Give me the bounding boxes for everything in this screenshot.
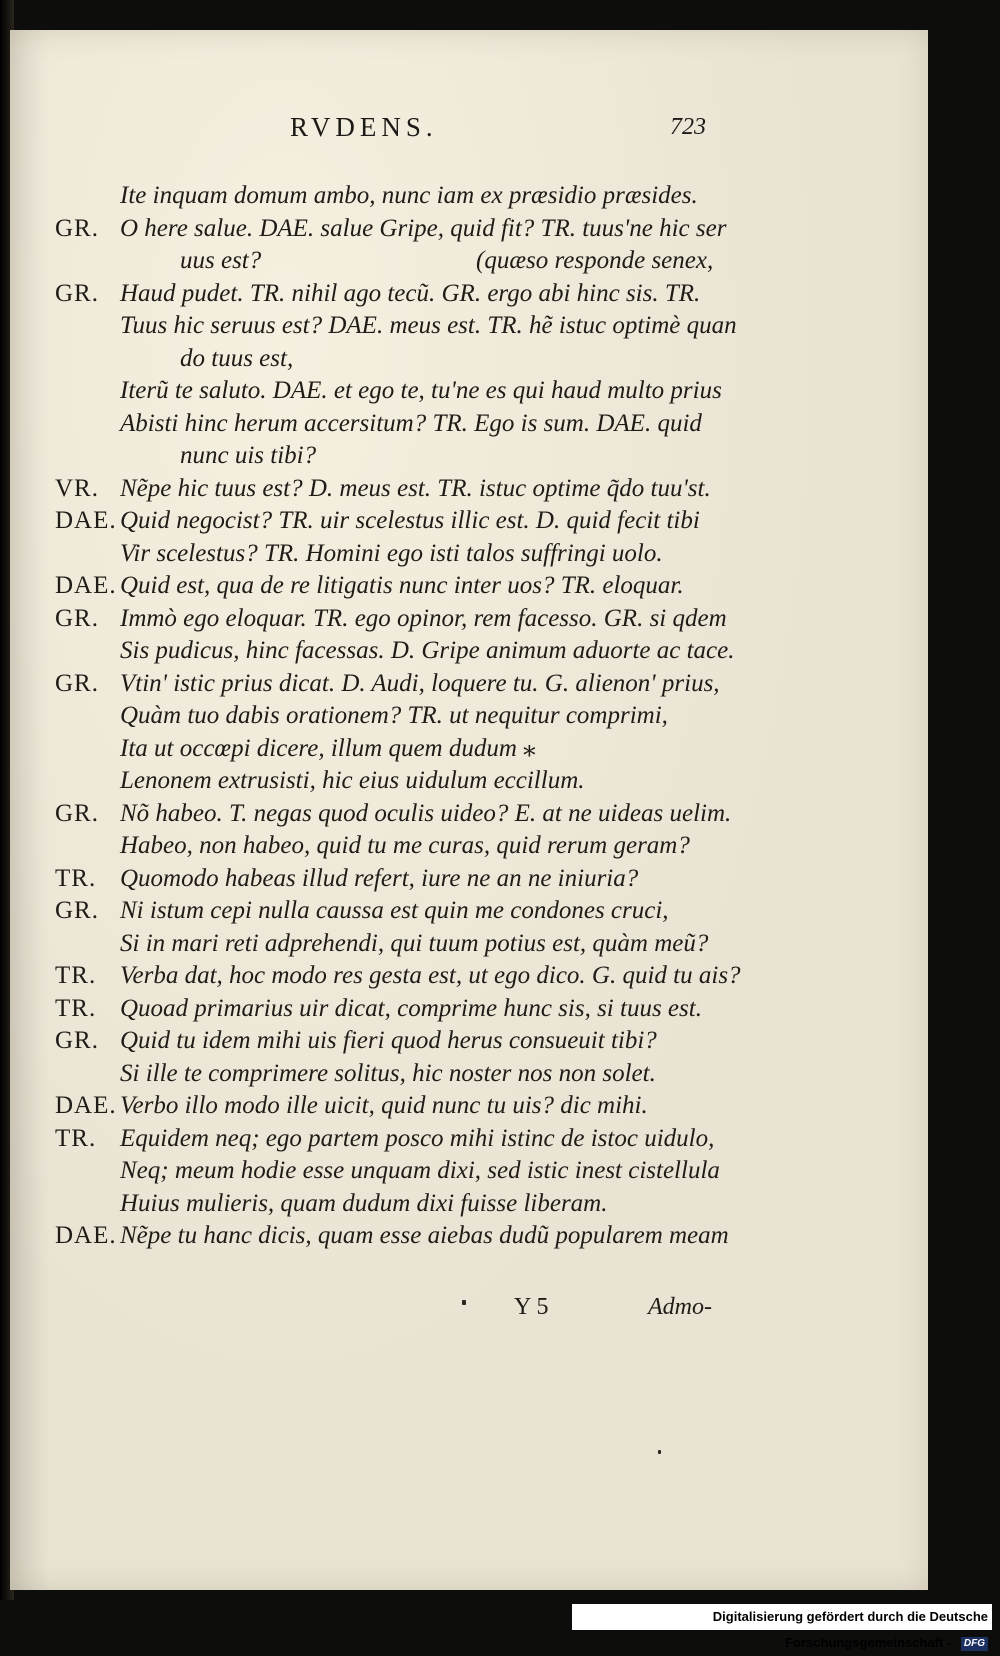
verse-line — [10, 505, 928, 538]
speaker-label: TR. — [55, 962, 97, 989]
verse-line — [10, 1058, 928, 1091]
speaker-label: GR. — [55, 214, 99, 242]
verse-text: Haud pudet. TR. nihil ago tecũ. GR. ergo abi hinc sis. TR. — [120, 279, 701, 307]
speaker-label: GR. — [55, 669, 99, 697]
verse-text: Quid est, qua de re litigatis nunc inter uos? TR. eloquar. — [120, 572, 684, 599]
verse-line — [10, 408, 928, 441]
verse-text: Verbo illo modo ille uicit, quid nunc tu uis? dic mihi. — [120, 1092, 648, 1119]
speaker-label: DAE. — [55, 1222, 117, 1249]
verse-line — [10, 635, 928, 668]
verse-line — [10, 928, 928, 961]
ink-speck — [462, 1300, 466, 1305]
verse-line — [10, 570, 928, 603]
verse-text: Quomodo habeas illud refert, iure ne an ne iniuria? — [120, 864, 639, 892]
verse-line — [10, 375, 928, 408]
verse-text: Vtin' istic prius dicat. D. Audi, loquere tu. G. alienon' prius, — [120, 669, 720, 697]
verse-line — [10, 830, 928, 863]
verse-text: (quæso responde senex, — [476, 247, 714, 274]
verse-line — [10, 993, 928, 1026]
verse-line — [10, 1025, 928, 1058]
verse-text: Si ille te comprimere solitus, hic noster nos non solet. — [120, 1059, 656, 1087]
dfg-logo: DFG — [961, 1637, 988, 1651]
verse-line — [10, 765, 928, 798]
verse-text: Nõ habeo. T. negas quod oculis uideo? E. at ne uideas uelim. — [120, 799, 732, 827]
verse-line — [10, 700, 928, 733]
verse-text: Quàm tuo dabis orationem? TR. ut nequitur comprimi, — [120, 702, 668, 729]
verse-text: Equidem neq; ego partem posco mihi istinc de istoc uidulo, — [120, 1124, 715, 1152]
verse-line — [10, 733, 928, 766]
verse-text: Si in mari reti adprehendi, qui tuum potius est, quàm meũ? — [120, 929, 709, 957]
verse-text: Quoad primarius uir dicat, comprime hunc sis, si tuus est. — [120, 994, 702, 1022]
running-head: RVDENS. — [290, 112, 438, 142]
speaker-label: TR. — [55, 994, 97, 1022]
verse-text: O here salue. DAE. salue Gripe, quid fit? TR. tuus'ne hic ser — [120, 214, 727, 242]
verse-line — [10, 1220, 928, 1253]
text-block — [10, 180, 928, 1253]
verse-line — [10, 1123, 928, 1156]
verse-text: Huius mulieris, quam dudum dixi fuisse liberam. — [120, 1189, 608, 1217]
verse-line — [10, 343, 928, 376]
speaker-label: TR. — [55, 864, 97, 892]
verse-text: Ite inquam domum ambo, nunc iam ex præsidio præsides. — [120, 182, 698, 209]
verse-line — [10, 895, 928, 928]
verse-line — [10, 440, 928, 473]
verse-line — [10, 310, 928, 343]
verse-text: Tuus hic seruus est? DAE. meus est. TR. hẽ istuc optimè quan — [120, 312, 737, 339]
verse-line — [10, 538, 928, 571]
verse-line — [10, 960, 928, 993]
banner-text: Digitalisierung gefördert durch die Deutsche Forschungsgemeinschaft - — [712, 1609, 988, 1650]
speaker-label: GR. — [55, 897, 99, 924]
speaker-label: GR. — [55, 799, 99, 827]
verse-line — [10, 863, 928, 896]
verse-text: Nẽpe tu hanc dicis, quam esse aiebas dudũ popularem meam — [120, 1222, 729, 1249]
verse-line — [10, 668, 928, 701]
speaker-label: DAE. — [55, 1092, 117, 1119]
speaker-label: GR. — [55, 1027, 99, 1054]
speaker-label: GR. — [55, 279, 99, 307]
speaker-label: GR. — [55, 604, 99, 632]
digitization-banner — [572, 1604, 992, 1650]
speaker-label: DAE. — [55, 572, 117, 599]
speaker-label: TR. — [55, 1124, 97, 1152]
catchword: Admo- — [648, 1294, 712, 1320]
page-footer — [10, 1294, 928, 1326]
verse-text: Vir scelestus? TR. Homini ego isti talos suffringi uolo. — [120, 539, 663, 567]
verse-text: Immò ego eloquar. TR. ego opinor, rem facesso. GR. si qdem — [120, 604, 727, 632]
verse-text: do tuus est, — [180, 344, 294, 372]
signature-mark: Y 5 — [514, 1294, 549, 1320]
verse-text: Verba dat, hoc modo res gesta est, ut ego dico. G. quid tu ais? — [120, 962, 741, 989]
verse-line — [10, 473, 928, 506]
verse-line — [10, 180, 928, 213]
verse-text: Ita ut occœpi dicere, illum quem dudum ⁎ — [120, 734, 536, 762]
verse-text: Iterũ te saluto. DAE. et ego te, tu'ne es qui haud multo prius — [120, 377, 722, 404]
verse-text: uus est? — [180, 247, 262, 274]
verse-text: Neq; meum hodie esse unquam dixi, sed istic inest cistellula — [120, 1157, 720, 1184]
page-number: 723 — [670, 114, 706, 140]
verse-line — [10, 798, 928, 831]
verse-line — [10, 603, 928, 636]
verse-text: Habeo, non habeo, quid tu me curas, quid rerum geram? — [120, 832, 690, 859]
verse-text: Quid negocist? TR. uir scelestus illic est. D. quid fecit tibi — [120, 507, 700, 534]
verse-line — [10, 278, 928, 311]
verse-line — [10, 1155, 928, 1188]
verse-line — [10, 213, 928, 246]
book-page — [10, 30, 928, 1590]
verse-text: nunc uis tibi? — [180, 442, 317, 469]
speaker-label: VR. — [55, 474, 99, 502]
verse-line — [10, 1188, 928, 1221]
verse-text: Abisti hinc herum accersitum? TR. Ego is sum. DAE. quid — [120, 409, 702, 437]
verse-line — [10, 1090, 928, 1123]
verse-text: Sis pudicus, hinc facessas. D. Gripe animum aduorte ac tace. — [120, 637, 735, 664]
verse-text: Nẽpe hic tuus est? D. meus est. TR. istuc optime q̃do tuu'st. — [120, 474, 711, 502]
speaker-label: DAE. — [55, 507, 117, 534]
verse-text: Lenonem extrusisti, hic eius uidulum eccillum. — [120, 767, 585, 794]
ink-speck — [658, 1450, 661, 1454]
verse-text: Quid tu idem mihi uis fieri quod herus consueuit tibi? — [120, 1027, 657, 1054]
verse-line — [10, 245, 928, 278]
verse-text: Ni istum cepi nulla caussa est quin me condones cruci, — [120, 897, 669, 924]
